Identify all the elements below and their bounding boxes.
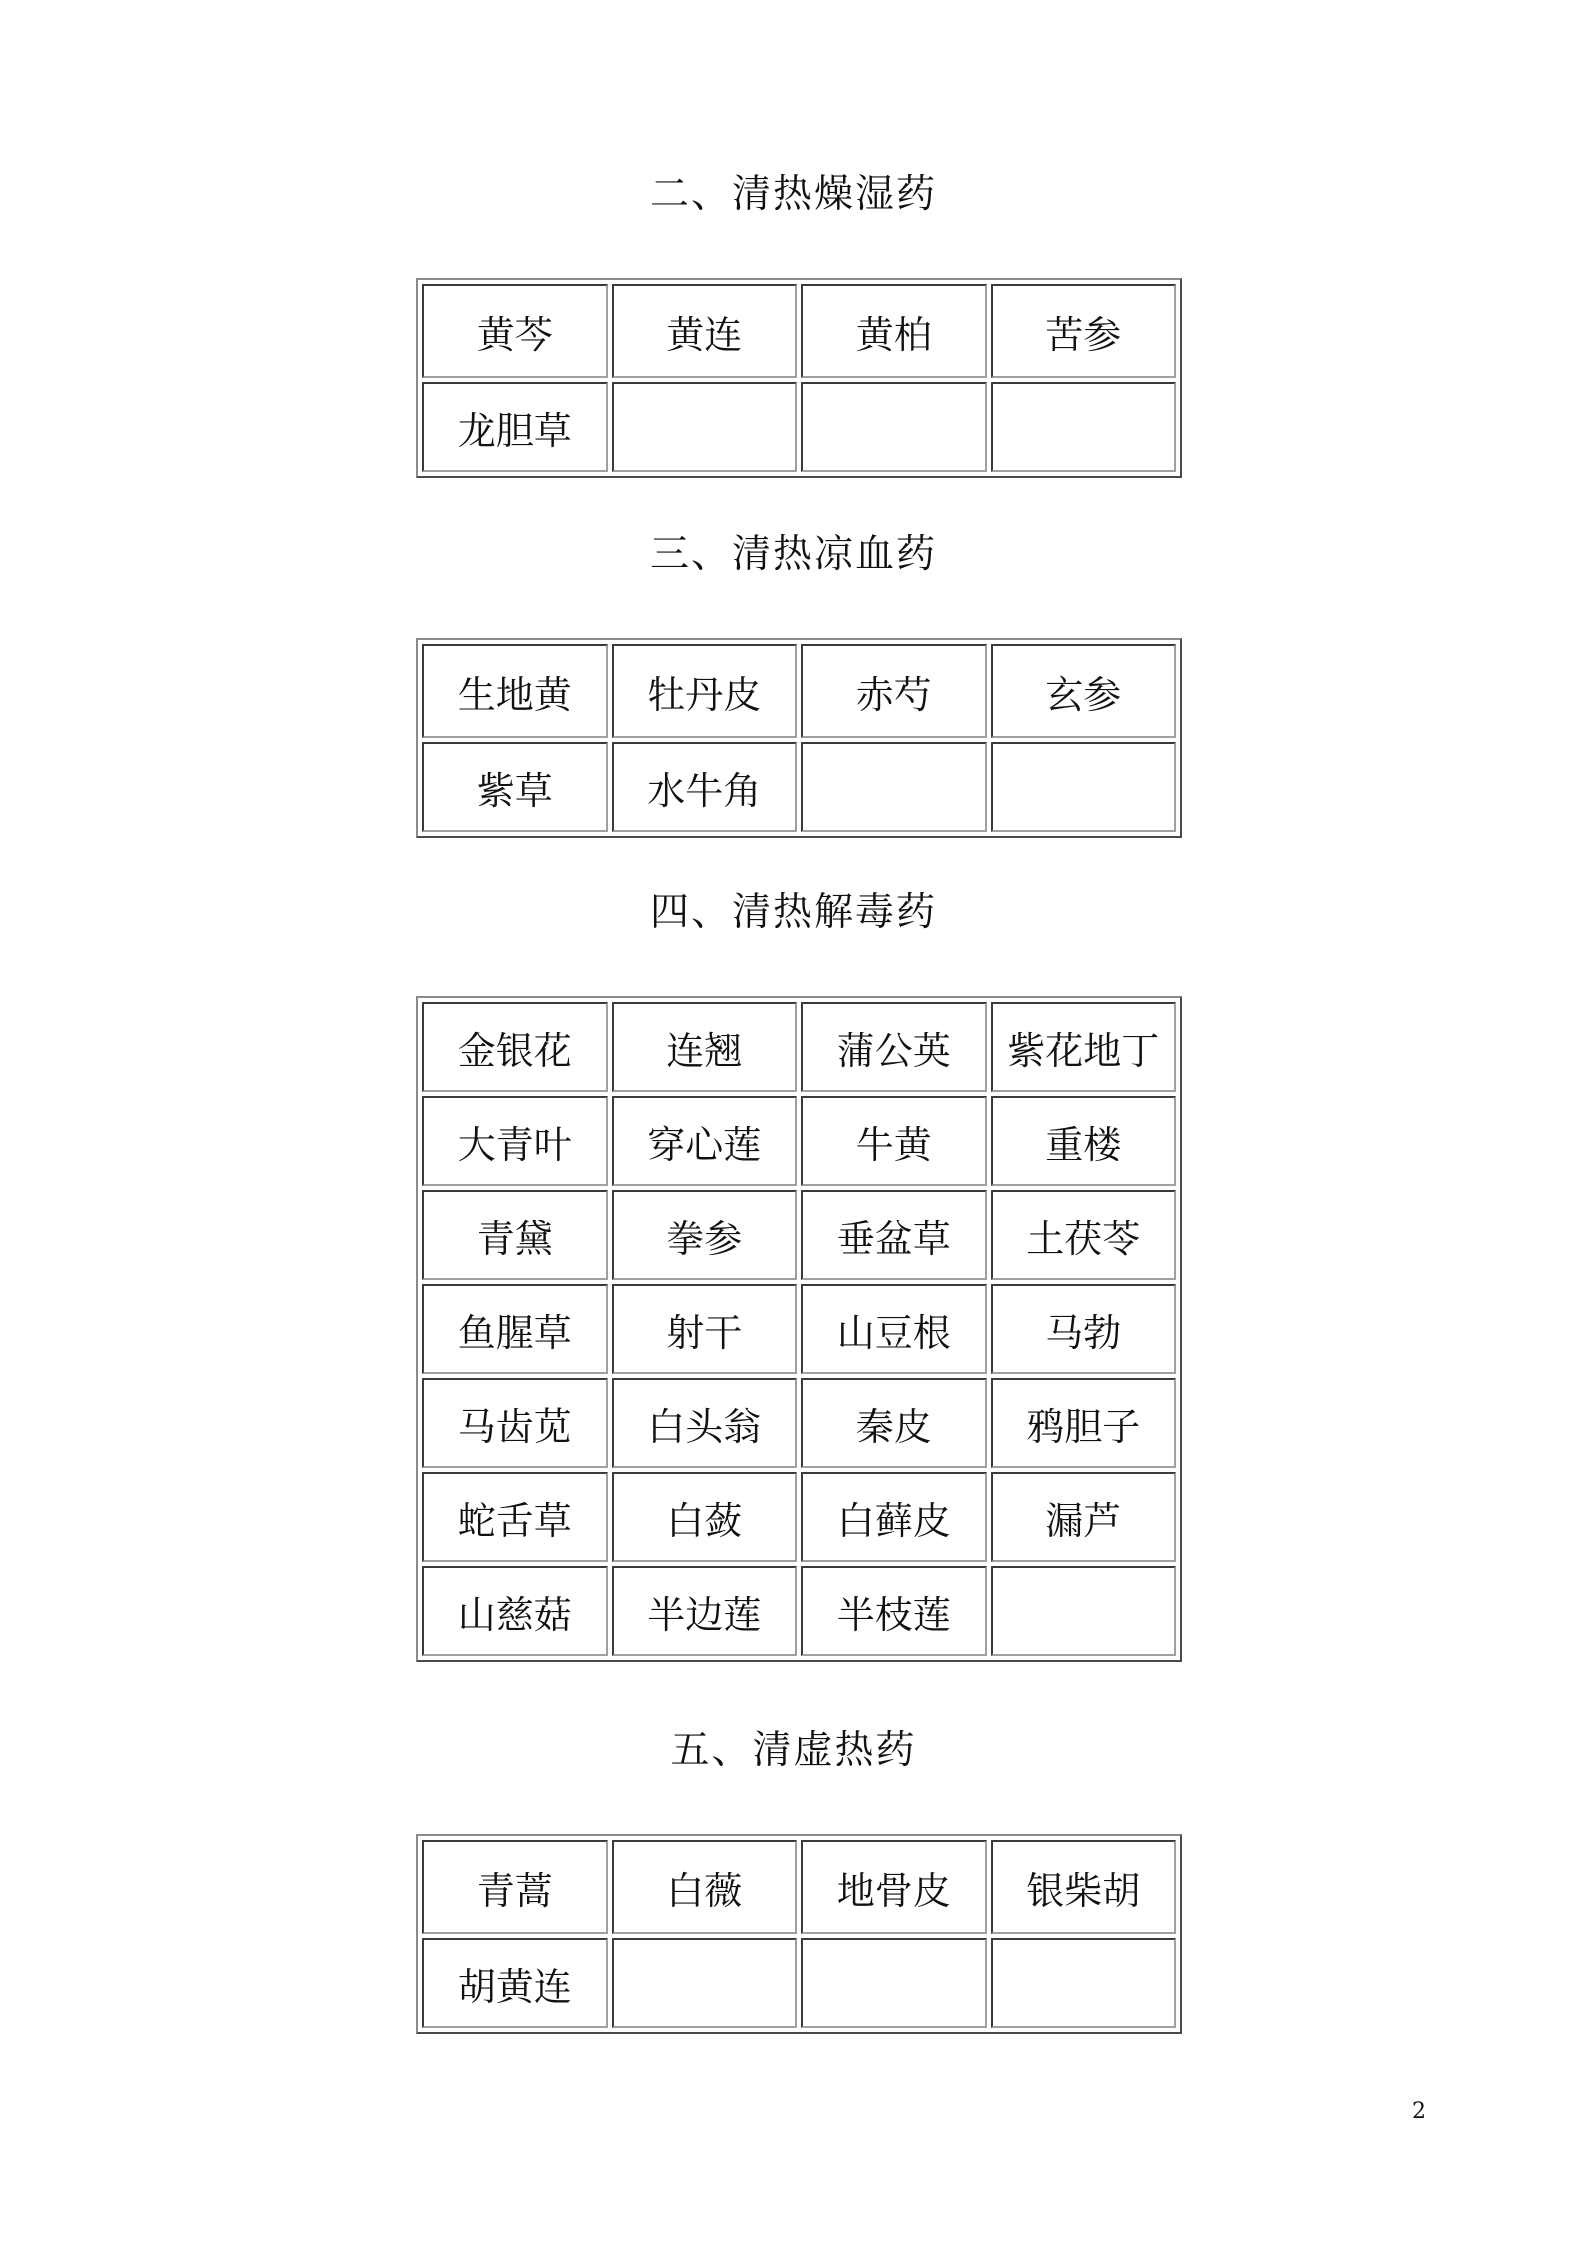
table-cell: 金银花 [422,1002,608,1092]
table-cell: 地骨皮 [801,1840,987,1934]
table-cell [801,382,987,472]
section-title: 四、清热解毒药 [649,890,937,935]
section-title: 三、清热凉血药 [649,532,937,577]
table-cell: 射干 [612,1284,798,1374]
table-cell: 重楼 [991,1096,1177,1186]
section-title: 五、清虚热药 [670,1728,917,1773]
table-cell: 秦皮 [801,1378,987,1468]
table-cell [991,742,1177,832]
table-cell: 黄芩 [422,284,608,378]
herb-table [416,638,1182,838]
table-cell: 山豆根 [801,1284,987,1374]
table-cell [801,742,987,832]
table-row [422,1096,1176,1186]
table-row [422,1190,1176,1280]
table-cell: 青蒿 [422,1840,608,1934]
table-cell [801,1938,987,2028]
table-cell: 连翘 [612,1002,798,1092]
table-row [422,644,1176,738]
table-cell: 马齿苋 [422,1378,608,1468]
table-row [422,284,1176,378]
herb-table [416,996,1182,1662]
table-row [422,1002,1176,1092]
table-cell: 马勃 [991,1284,1177,1374]
table-cell: 水牛角 [612,742,798,832]
table-cell: 鸦胆子 [991,1378,1177,1468]
table-cell: 漏芦 [991,1472,1177,1562]
table-cell: 黄柏 [801,284,987,378]
table-cell: 白蔹 [612,1472,798,1562]
table-cell: 白藓皮 [801,1472,987,1562]
table-cell: 白头翁 [612,1378,798,1468]
table-cell: 牛黄 [801,1096,987,1186]
table-cell: 青黛 [422,1190,608,1280]
table-row [422,1840,1176,1934]
table-row [422,1472,1176,1562]
table-cell [612,1938,798,2028]
table-cell [991,1566,1177,1656]
table-cell: 紫花地丁 [991,1002,1177,1092]
herb-table [416,1834,1182,2034]
table-cell: 生地黄 [422,644,608,738]
table-cell: 龙胆草 [422,382,608,472]
table-row [422,382,1176,472]
table-cell: 玄参 [991,644,1177,738]
table-cell [612,382,798,472]
table-cell: 胡黄连 [422,1938,608,2028]
page-number: 2 [1412,2099,1426,2124]
table-row [422,1938,1176,2028]
table-cell: 大青叶 [422,1096,608,1186]
table-cell: 穿心莲 [612,1096,798,1186]
table-cell: 土茯苓 [991,1190,1177,1280]
table-cell: 蛇舌草 [422,1472,608,1562]
table-cell: 鱼腥草 [422,1284,608,1374]
table-row [422,1378,1176,1468]
table-cell: 蒲公英 [801,1002,987,1092]
table-cell: 半枝莲 [801,1566,987,1656]
table-cell: 山慈菇 [422,1566,608,1656]
table-cell: 苦参 [991,284,1177,378]
table-cell: 赤芍 [801,644,987,738]
table-cell: 垂盆草 [801,1190,987,1280]
table-cell: 拳参 [612,1190,798,1280]
table-cell: 银柴胡 [991,1840,1177,1934]
table-cell: 紫草 [422,742,608,832]
table-cell: 牡丹皮 [612,644,798,738]
table-cell [991,1938,1177,2028]
table-row [422,1284,1176,1374]
section-title: 二、清热燥湿药 [649,172,937,217]
table-cell: 黄连 [612,284,798,378]
table-cell: 半边莲 [612,1566,798,1656]
table-cell [991,382,1177,472]
herb-table [416,278,1182,478]
table-cell: 白薇 [612,1840,798,1934]
table-row [422,1566,1176,1656]
table-row [422,742,1176,832]
